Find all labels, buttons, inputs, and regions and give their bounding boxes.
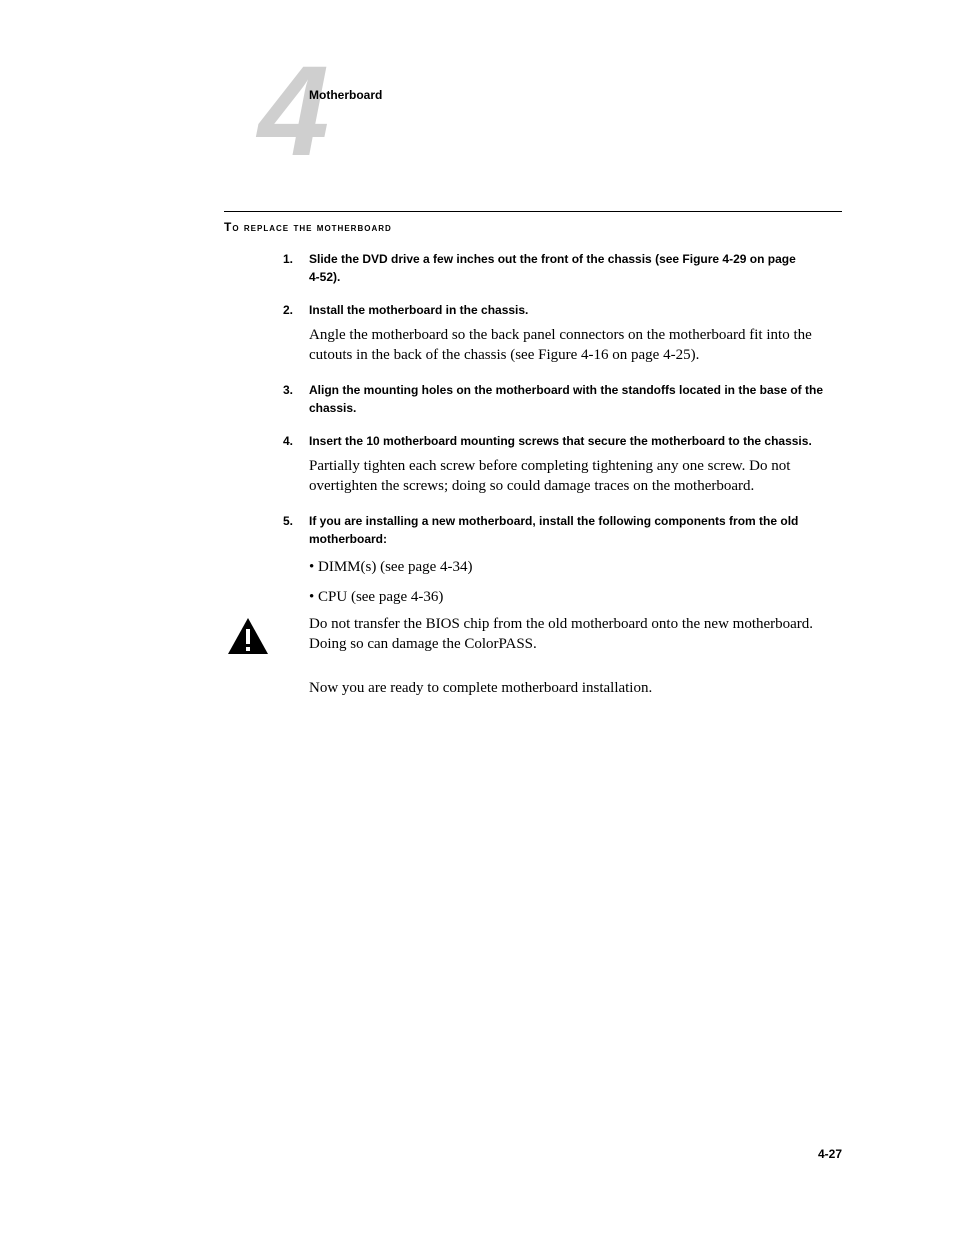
- step-number: 4.: [283, 434, 294, 448]
- step-4: [283, 432, 843, 450]
- step-5: [283, 512, 843, 548]
- list-item: • DIMM(s) (see page 4-34): [309, 559, 473, 575]
- step-text: Align the mounting holes on the motherboard with the standoffs located in the base of the chassis.: [309, 383, 824, 415]
- step-text: If you are installing a new motherboard, install the following components from the old motherboard:: [309, 514, 799, 546]
- chapter-number: 4: [258, 40, 326, 183]
- step-text: Install the motherboard in the chassis.: [309, 303, 529, 317]
- step-4-detail: Partially tighten each screw before completing tightening any one screw. Do not overtighten the screws; doing so could damage traces on the motherboard.: [309, 458, 791, 494]
- step-3: [283, 381, 843, 417]
- step-2: [283, 301, 843, 319]
- step-number: 2.: [283, 303, 294, 317]
- step-number: 3.: [283, 383, 294, 397]
- step-text: Slide the DVD drive a few inches out the front of the chassis (see Figure 4-29 on page 4-52).: [309, 252, 796, 284]
- step-text: Insert the 10 motherboard mounting screws that secure the motherboard to the chassis.: [309, 434, 812, 448]
- section-title: To replace the motherboard: [224, 220, 392, 234]
- section-divider: [224, 211, 842, 212]
- warning-icon: [227, 617, 269, 655]
- step-number: 5.: [283, 514, 294, 528]
- step-2-detail: Angle the motherboard so the back panel connectors on the motherboard fit into the cutouts in the back of the chassis (see Figure 4-16 on page 4-25).: [309, 327, 812, 363]
- component-label: DIMM(s) (see page 4-34): [318, 559, 473, 575]
- closing-text: Now you are ready to complete motherboard installation.: [309, 680, 653, 696]
- component-label: CPU (see page 4-36): [318, 589, 444, 605]
- step-number: 1.: [283, 252, 294, 266]
- warning-text: Do not transfer the BIOS chip from the old motherboard onto the new motherboard. Doing so can damage the ColorPASS.: [309, 616, 814, 652]
- chapter-title: Motherboard: [309, 88, 383, 102]
- page-number: 4-27: [817, 1147, 842, 1161]
- list-item: • CPU (see page 4-36): [309, 589, 444, 605]
- step-1: [283, 250, 843, 286]
